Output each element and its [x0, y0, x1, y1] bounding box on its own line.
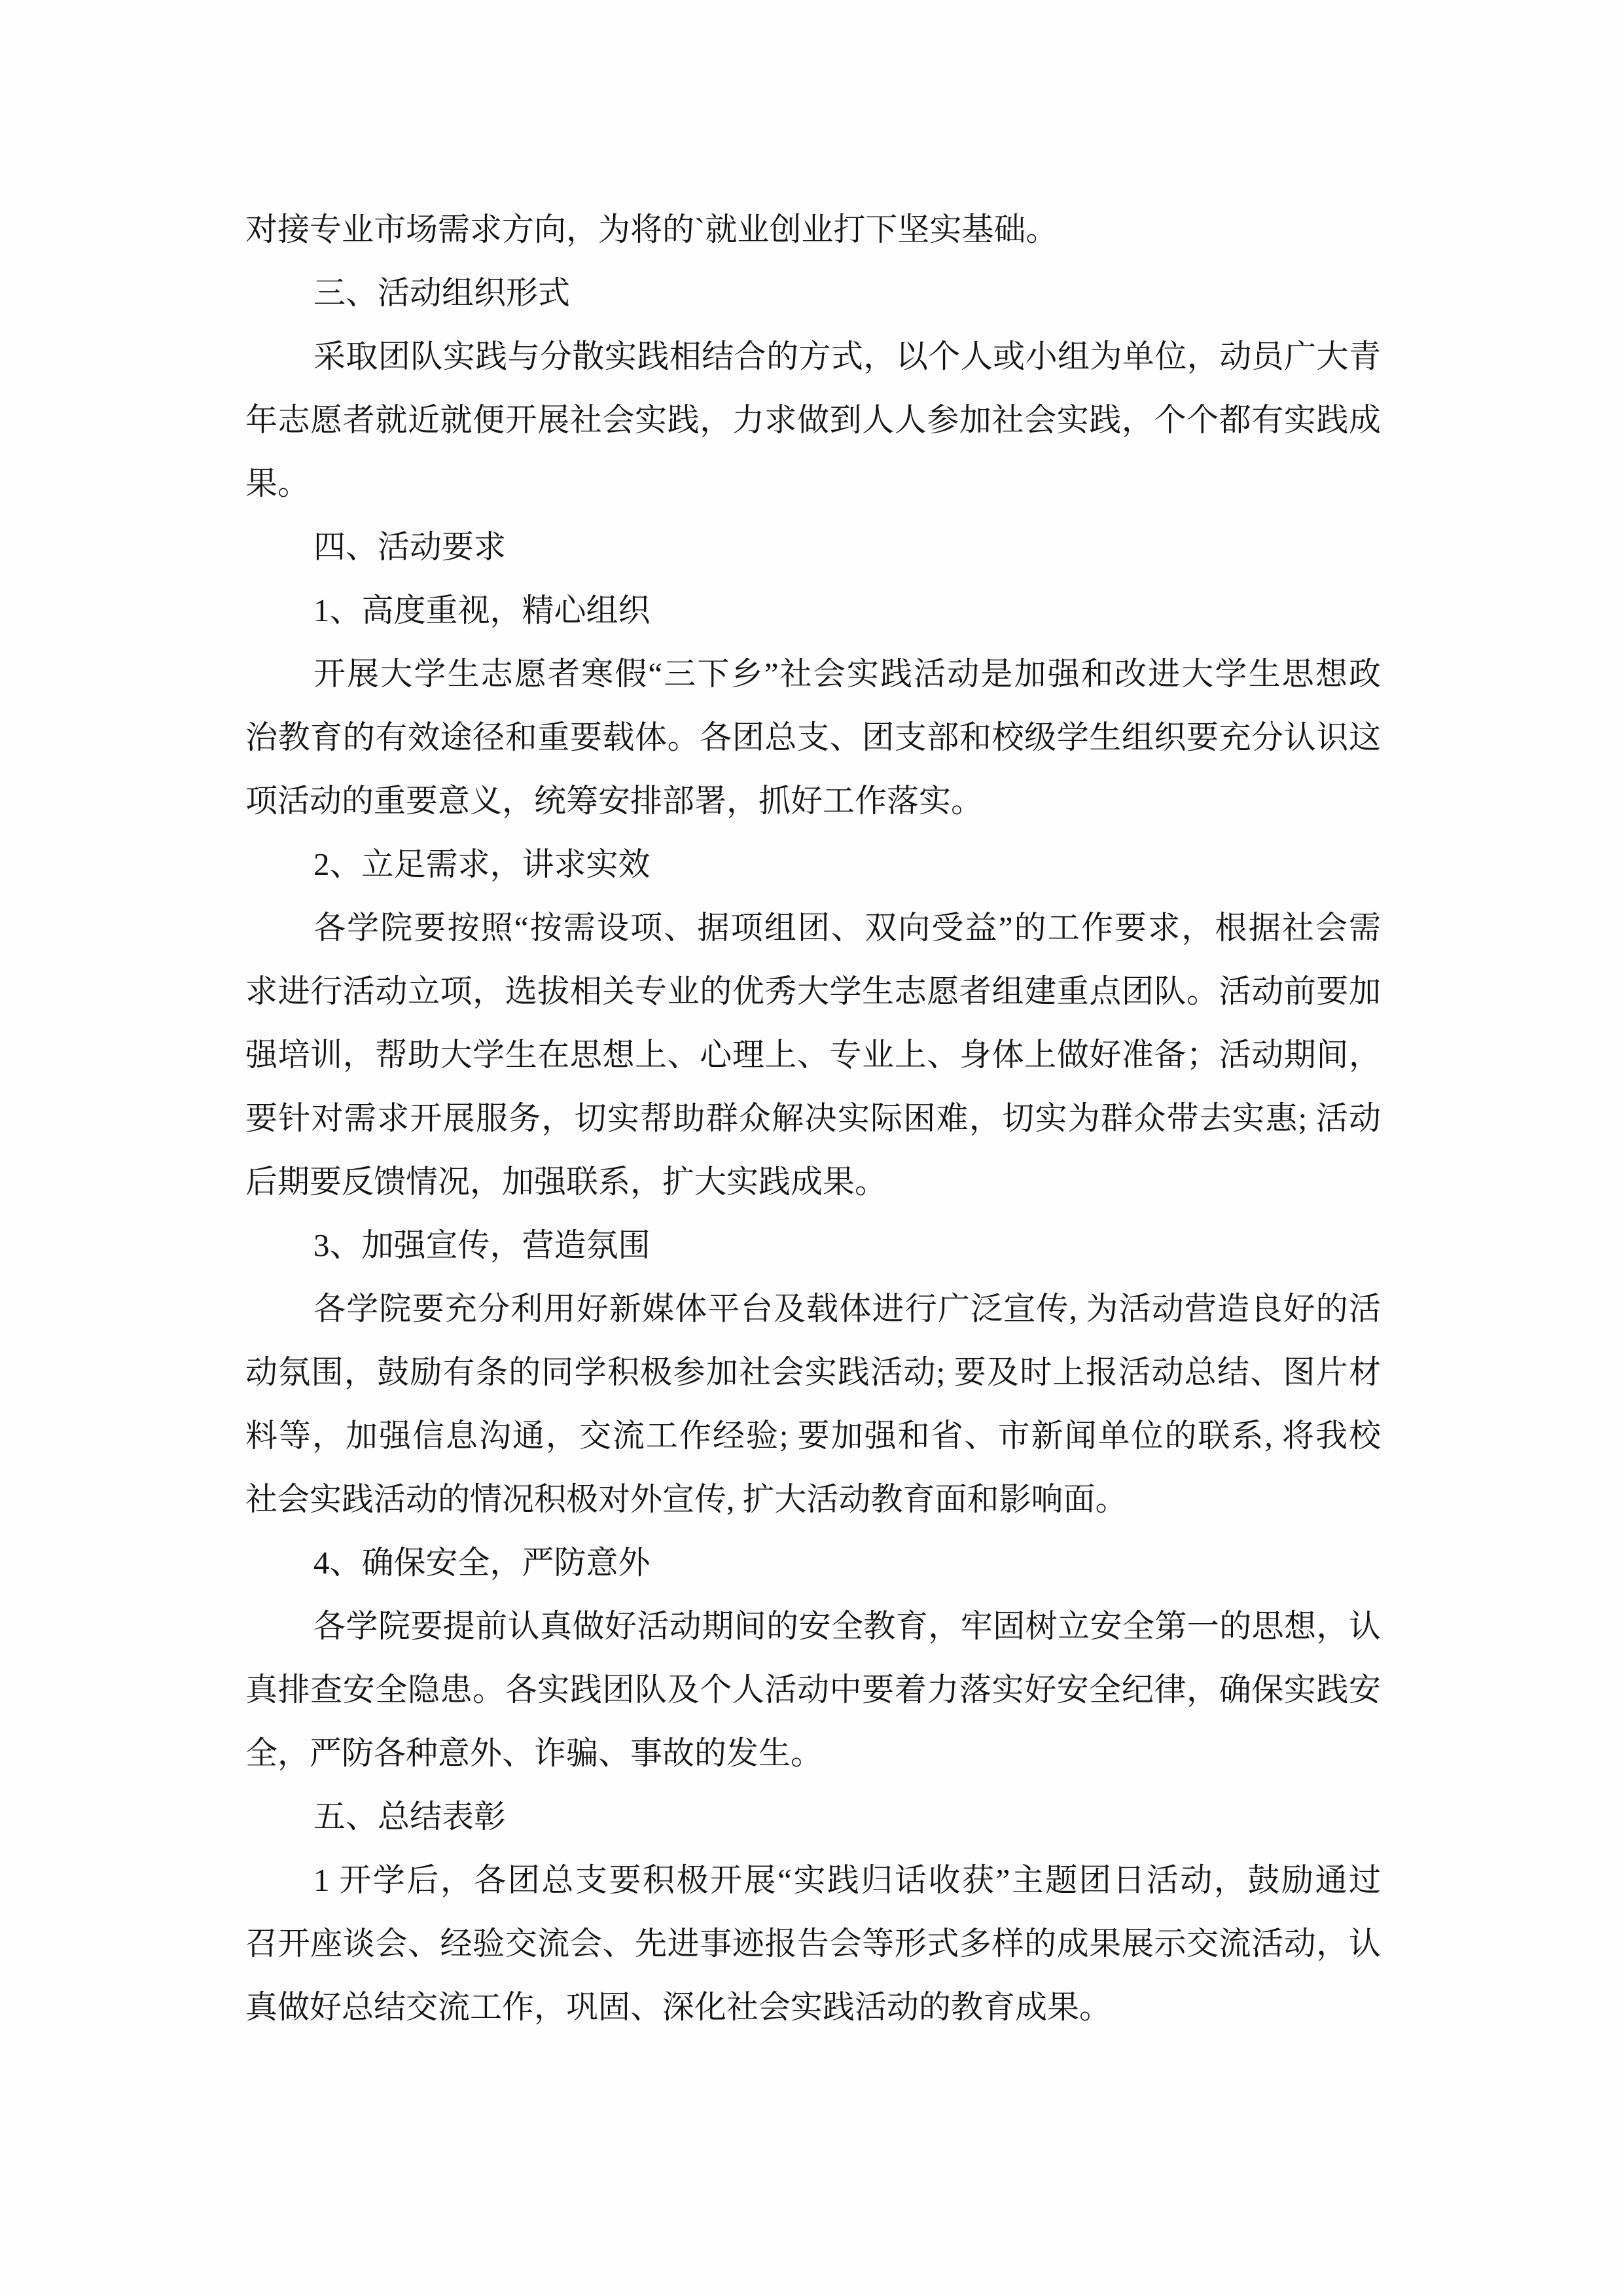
body-line: 全，严防各种意外、诈骗、事故的发生。 — [245, 1735, 823, 1771]
body-line: 社会实践活动的情况积极对外宣传, 扩大活动教育面和影响面。 — [245, 1481, 1128, 1517]
body-line: 采取团队实践与分散实践相结合的方式，以个人或小组为单位，动员广大青 — [313, 338, 1381, 374]
body-line: 项活动的重要意义，统筹安排部署，抓好工作落实。 — [245, 783, 984, 819]
body-line: 各学院要充分利用好新媒体平台及载体进行广泛宣传, 为活动营造良好的活 — [313, 1291, 1381, 1327]
body-line: 各学院要按照“按需设项、据项组团、双向受益”的工作要求，根据社会需 — [313, 910, 1381, 946]
body-line: 求进行活动立项，选拔相关专业的优秀大学生志愿者组建重点团队。活动前要加 — [245, 973, 1381, 1009]
section-heading: 三、活动组织形式 — [313, 275, 571, 311]
body-line: 年志愿者就近就便开展社会实践，力求做到人人参加社会实践，个个都有实践成 — [245, 402, 1381, 438]
subsection-heading: 3、加强宣传，营造氛围 — [313, 1227, 651, 1263]
body-line: 各学院要提前认真做好活动期间的安全教育，牢固树立安全第一的思想，认 — [313, 1608, 1381, 1644]
body-line: 后期要反馈情况，加强联系，扩大实践成果。 — [245, 1164, 887, 1200]
body-line: 料等，加强信息沟通，交流工作经验; 要加强和省、市新闻单位的联系, 将我校 — [245, 1418, 1381, 1454]
body-line: 真排查安全隐患。各实践团队及个人活动中要着力落实好安全纪律，确保实践安 — [245, 1672, 1381, 1708]
subsection-heading: 1、高度重视，精心组织 — [313, 592, 651, 628]
section-heading: 五、总结表彰 — [313, 1799, 507, 1835]
document-body — [245, 198, 1381, 2039]
body-line: 开展大学生志愿者寒假“三下乡”社会实践活动是加强和改进大学生思想政 — [313, 656, 1381, 692]
subsection-heading: 2、立足需求，讲求实效 — [313, 846, 651, 882]
body-line: 要针对需求开展服务，切实帮助群众解决实际困难，切实为群众带去实惠; 活动 — [245, 1100, 1381, 1136]
body-line: 治教育的有效途径和重要载体。各团总支、团支部和校级学生组织要充分认识这 — [245, 719, 1381, 755]
body-line: 强培训，帮助大学生在思想上、心理上、专业上、身体上做好准备；活动期间， — [245, 1037, 1381, 1073]
body-line: 1 开学后，各团总支要积极开展“实践归话收获”主题团日活动，鼓励通过 — [313, 1862, 1381, 1898]
body-line: 果。 — [245, 465, 310, 501]
body-line: 动氛围，鼓励有条的同学积极参加社会实践活动; 要及时上报活动总结、图片材 — [245, 1354, 1381, 1390]
body-line: 真做好总结交流工作，巩固、深化社会实践活动的教育成果。 — [245, 1989, 1112, 2025]
body-line: 召开座谈会、经验交流会、先进事迹报告会等形式多样的成果展示交流活动，认 — [245, 1926, 1381, 1962]
body-line: 对接专业市场需求方向，为将的`就业创业打下坚实基础。 — [245, 211, 1058, 247]
section-heading: 四、活动要求 — [313, 529, 507, 565]
subsection-heading: 4、确保安全，严防意外 — [313, 1545, 651, 1581]
